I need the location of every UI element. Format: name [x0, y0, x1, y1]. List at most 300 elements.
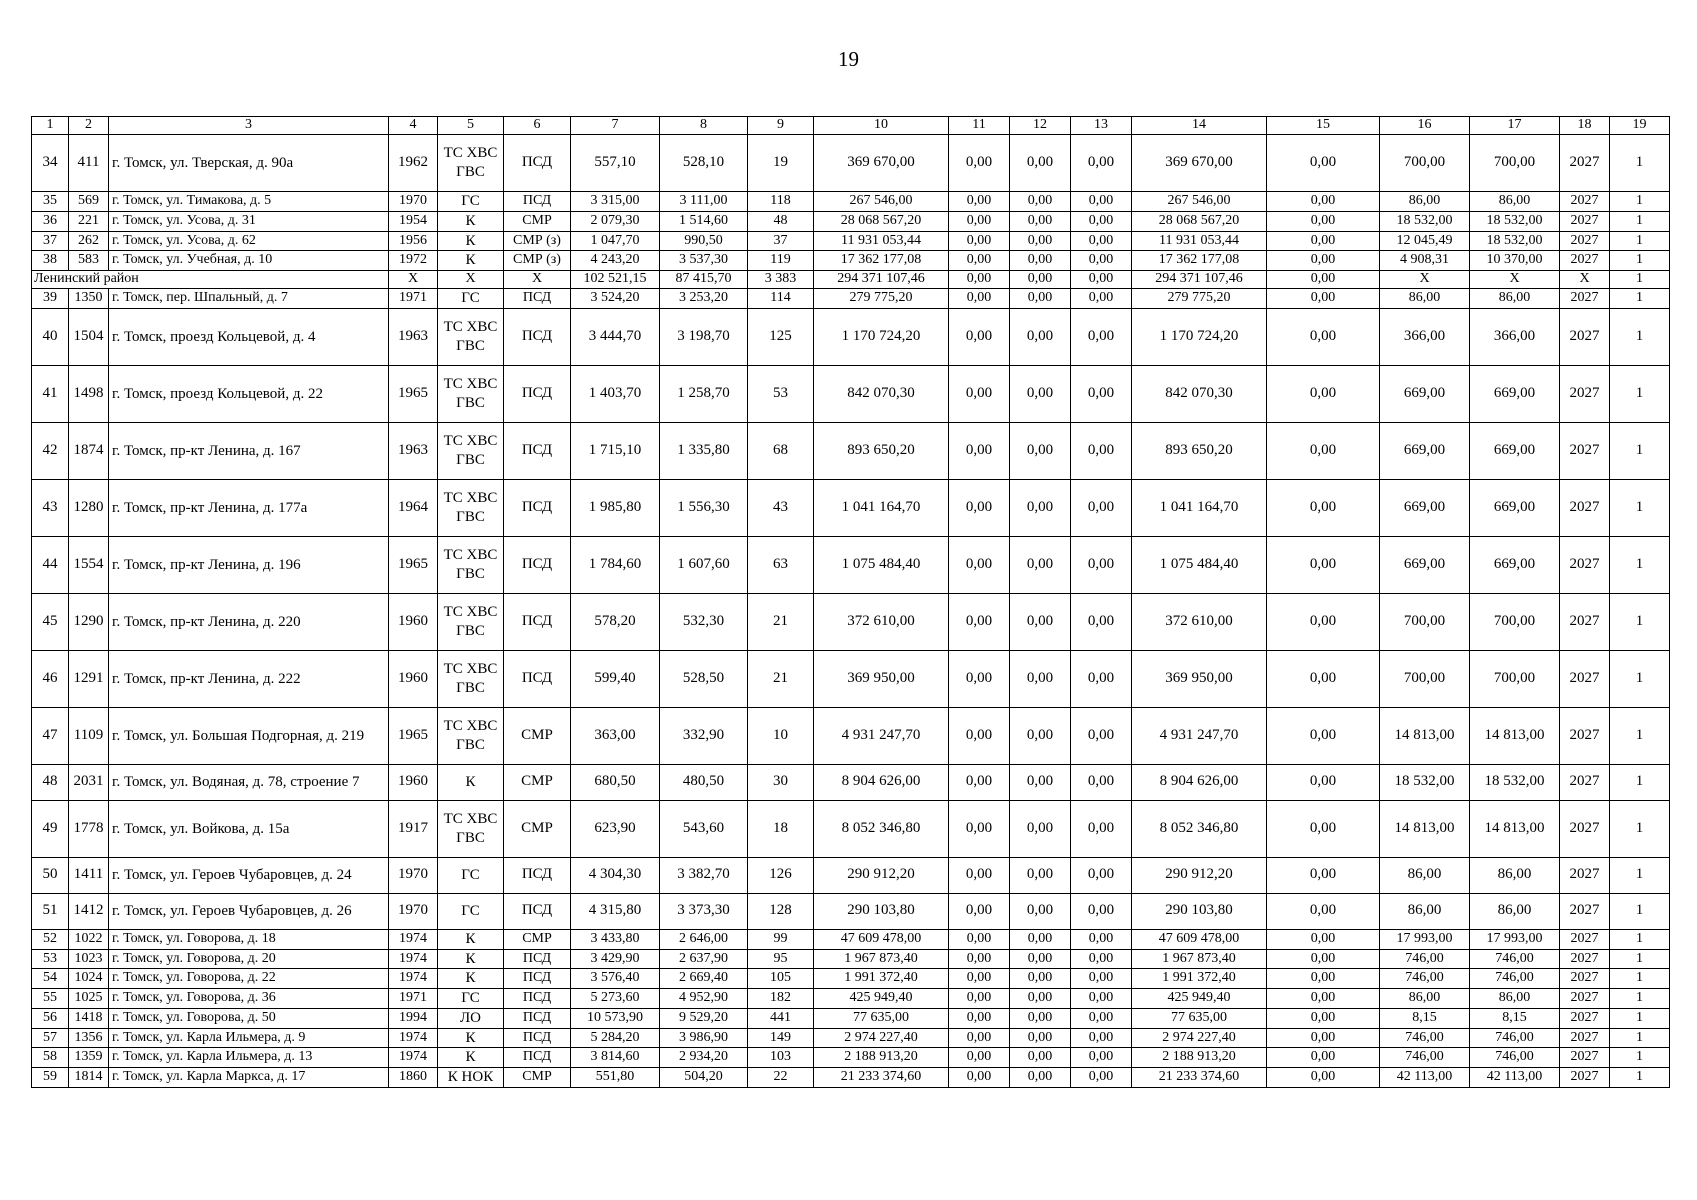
table-cell: 9 529,20	[660, 1008, 748, 1028]
table-cell: 0,00	[949, 650, 1010, 707]
table-cell: 411	[69, 135, 109, 192]
table-cell: 0,00	[1267, 536, 1380, 593]
table-cell: 0,00	[949, 969, 1010, 989]
table-cell: 441	[748, 1008, 814, 1028]
table-cell: 290 103,80	[1132, 893, 1267, 929]
table-cell: 290 103,80	[814, 893, 949, 929]
table-cell: 119	[748, 251, 814, 271]
table-cell: 480,50	[660, 764, 748, 800]
column-number: 8	[660, 117, 748, 135]
table-cell: 0,00	[1071, 969, 1132, 989]
table-cell: 0,00	[1071, 231, 1132, 251]
table-cell: 0,00	[1071, 949, 1132, 969]
table-cell: 1971	[389, 289, 438, 309]
table-cell: 0,00	[1010, 251, 1071, 271]
table-cell: 49	[32, 800, 69, 857]
table-cell: 125	[748, 308, 814, 365]
table-row	[32, 536, 1670, 593]
header-row	[32, 117, 1670, 135]
table-cell: 1 075 484,40	[1132, 536, 1267, 593]
table-row	[32, 707, 1670, 764]
address-cell: г. Томск, пр-кт Ленина, д. 177а	[109, 479, 389, 536]
table-cell: ПСД	[504, 365, 571, 422]
table-cell: 8 052 346,80	[1132, 800, 1267, 857]
table-cell: 0,00	[1267, 1068, 1380, 1088]
column-number: 3	[109, 117, 389, 135]
address-cell: г. Томск, ул. Героев Чубаровцев, д. 24	[109, 857, 389, 893]
table-cell: 0,00	[949, 800, 1010, 857]
table-cell: 0,00	[1010, 231, 1071, 251]
table-cell: 1814	[69, 1068, 109, 1088]
table-cell: 1022	[69, 929, 109, 949]
table-row	[32, 135, 1670, 192]
table-cell: 669,00	[1470, 536, 1560, 593]
table-cell: 17 362 177,08	[1132, 251, 1267, 271]
column-number: 11	[949, 117, 1010, 135]
table-cell: 0,00	[1071, 989, 1132, 1009]
table-cell: 1960	[389, 593, 438, 650]
column-number: 15	[1267, 117, 1380, 135]
table-cell: 1359	[69, 1048, 109, 1068]
table-cell: 0,00	[949, 479, 1010, 536]
table-cell: 0,00	[949, 1048, 1010, 1068]
table-cell: 2027	[1560, 365, 1610, 422]
table-cell: 59	[32, 1068, 69, 1088]
table-cell: 623,90	[571, 800, 660, 857]
table-cell: 1970	[389, 192, 438, 212]
table-cell: СМР (з)	[504, 231, 571, 251]
table-cell: 0,00	[1010, 1008, 1071, 1028]
table-cell: ПСД	[504, 289, 571, 309]
table-cell: 746,00	[1380, 969, 1470, 989]
table-cell: 118	[748, 192, 814, 212]
table-cell: 0,00	[949, 989, 1010, 1009]
table-cell: 0,00	[1267, 271, 1380, 289]
table-row	[32, 211, 1670, 231]
table-cell: 1 556,30	[660, 479, 748, 536]
table-cell: 583	[69, 251, 109, 271]
table-cell: 1965	[389, 536, 438, 593]
table-cell: 128	[748, 893, 814, 929]
table-cell: 700,00	[1470, 650, 1560, 707]
table-cell: 0,00	[949, 929, 1010, 949]
table-cell: 1860	[389, 1068, 438, 1088]
table-cell: 0,00	[1071, 135, 1132, 192]
address-cell: г. Томск, пр-кт Ленина, д. 220	[109, 593, 389, 650]
table-cell: 3 524,20	[571, 289, 660, 309]
table-cell: 669,00	[1380, 365, 1470, 422]
table-cell: 86,00	[1380, 192, 1470, 212]
table-cell: 42 113,00	[1380, 1068, 1470, 1088]
table-cell: Х	[504, 271, 571, 289]
table-cell: 1	[1610, 929, 1670, 949]
table-cell: 746,00	[1470, 1048, 1560, 1068]
column-number: 2	[69, 117, 109, 135]
table-row	[32, 422, 1670, 479]
table-cell: 1956	[389, 231, 438, 251]
table-cell: 37	[32, 231, 69, 251]
table-cell: 2027	[1560, 949, 1610, 969]
repair-schedule-table	[31, 116, 1670, 1088]
table-cell: ПСД	[504, 422, 571, 479]
district-subtotal-row	[32, 271, 1670, 289]
table-cell: 1965	[389, 365, 438, 422]
table-cell: 1	[1610, 289, 1670, 309]
address-cell: г. Томск, проезд Кольцевой, д. 22	[109, 365, 389, 422]
table-cell: 58	[32, 1048, 69, 1068]
table-cell: 746,00	[1470, 969, 1560, 989]
table-cell: 1 514,60	[660, 211, 748, 231]
table-cell: 0,00	[1010, 1028, 1071, 1048]
table-cell: 1960	[389, 650, 438, 707]
table-cell: 0,00	[1010, 650, 1071, 707]
table-cell: 0,00	[1010, 949, 1071, 969]
address-cell: г. Томск, ул. Тверская, д. 90а	[109, 135, 389, 192]
table-cell: ТС ХВС ГВС	[438, 135, 504, 192]
table-cell: 46	[32, 650, 69, 707]
table-cell: 21	[748, 650, 814, 707]
table-cell: 532,30	[660, 593, 748, 650]
table-cell: 0,00	[1267, 365, 1380, 422]
table-cell: 1 047,70	[571, 231, 660, 251]
table-cell: ПСД	[504, 536, 571, 593]
table-cell: ТС ХВС ГВС	[438, 479, 504, 536]
table-cell: 425 949,40	[1132, 989, 1267, 1009]
table-cell: 10 370,00	[1470, 251, 1560, 271]
table-cell: 0,00	[1267, 422, 1380, 479]
table-cell: 1023	[69, 949, 109, 969]
table-cell: 41	[32, 365, 69, 422]
table-cell: 114	[748, 289, 814, 309]
table-cell: 0,00	[1010, 893, 1071, 929]
table-cell: 0,00	[1010, 989, 1071, 1009]
table-cell: 372 610,00	[814, 593, 949, 650]
table-cell: 1974	[389, 969, 438, 989]
table-cell: Х	[438, 271, 504, 289]
table-cell: 0,00	[949, 764, 1010, 800]
table-cell: 0,00	[1010, 764, 1071, 800]
table-cell: 369 670,00	[814, 135, 949, 192]
table-cell: ПСД	[504, 1048, 571, 1068]
column-number: 7	[571, 117, 660, 135]
table-cell: 366,00	[1380, 308, 1470, 365]
table-cell: 68	[748, 422, 814, 479]
table-cell: 0,00	[1010, 1068, 1071, 1088]
table-row	[32, 650, 1670, 707]
table-cell: 0,00	[1267, 211, 1380, 231]
table-cell: 1 041 164,70	[1132, 479, 1267, 536]
address-cell: г. Томск, ул. Говорова, д. 18	[109, 929, 389, 949]
table-cell: 86,00	[1470, 289, 1560, 309]
table-cell: 0,00	[1071, 1008, 1132, 1028]
table-cell: 22	[748, 1068, 814, 1088]
table-cell: 14 813,00	[1470, 800, 1560, 857]
address-cell: г. Томск, ул. Усова, д. 31	[109, 211, 389, 231]
table-cell: 3 373,30	[660, 893, 748, 929]
table-cell: 2 188 913,20	[1132, 1048, 1267, 1068]
table-cell: 3 814,60	[571, 1048, 660, 1068]
table-cell: ПСД	[504, 857, 571, 893]
table-cell: 0,00	[1267, 989, 1380, 1009]
table-cell: 0,00	[949, 949, 1010, 969]
table-cell: 36	[32, 211, 69, 231]
table-cell: ПСД	[504, 308, 571, 365]
table-cell: 12 045,49	[1380, 231, 1470, 251]
table-cell: К	[438, 211, 504, 231]
table-cell: 0,00	[1010, 593, 1071, 650]
table-cell: 17 993,00	[1470, 929, 1560, 949]
table-cell: 366,00	[1470, 308, 1560, 365]
table-cell: 3 111,00	[660, 192, 748, 212]
table-cell: 746,00	[1380, 1048, 1470, 1068]
table-cell: К	[438, 231, 504, 251]
table-cell: 86,00	[1470, 893, 1560, 929]
table-cell: 4 952,90	[660, 989, 748, 1009]
table-cell: 0,00	[949, 251, 1010, 271]
table-cell: ГС	[438, 192, 504, 212]
table-cell: ТС ХВС ГВС	[438, 650, 504, 707]
table-cell: 2027	[1560, 857, 1610, 893]
table-cell: 57	[32, 1028, 69, 1048]
table-cell: 0,00	[1267, 192, 1380, 212]
table-cell: 0,00	[949, 422, 1010, 479]
address-cell: г. Томск, ул. Говорова, д. 36	[109, 989, 389, 1009]
table-cell: 0,00	[1267, 308, 1380, 365]
table-cell: Х	[1470, 271, 1560, 289]
table-cell: К	[438, 1048, 504, 1068]
table-cell: 55	[32, 989, 69, 1009]
table-cell: ПСД	[504, 989, 571, 1009]
table-cell: 42 113,00	[1470, 1068, 1560, 1088]
table-cell: 0,00	[1071, 211, 1132, 231]
table-cell: 0,00	[1267, 479, 1380, 536]
table-cell: ГС	[438, 289, 504, 309]
table-cell: 0,00	[1267, 857, 1380, 893]
table-cell: 1290	[69, 593, 109, 650]
table-cell: 1	[1610, 949, 1670, 969]
column-number: 17	[1470, 117, 1560, 135]
table-cell: 0,00	[949, 593, 1010, 650]
table-cell: Х	[389, 271, 438, 289]
table-cell: 842 070,30	[1132, 365, 1267, 422]
table-cell: ТС ХВС ГВС	[438, 365, 504, 422]
table-cell: 53	[32, 949, 69, 969]
table-cell: 2027	[1560, 251, 1610, 271]
address-cell: г. Томск, пр-кт Ленина, д. 196	[109, 536, 389, 593]
table-cell: 48	[748, 211, 814, 231]
table-cell: 332,90	[660, 707, 748, 764]
district-label: Ленинский район	[32, 271, 389, 289]
table-cell: 1504	[69, 308, 109, 365]
table-cell: 0,00	[1010, 857, 1071, 893]
table-cell: 3 433,80	[571, 929, 660, 949]
address-cell: г. Томск, ул. Усова, д. 62	[109, 231, 389, 251]
table-cell: 0,00	[949, 271, 1010, 289]
table-cell: 369 950,00	[1132, 650, 1267, 707]
table-cell: 0,00	[1071, 593, 1132, 650]
table-cell: 2027	[1560, 929, 1610, 949]
table-cell: 43	[32, 479, 69, 536]
table-cell: 63	[748, 536, 814, 593]
table-cell: 2027	[1560, 1068, 1610, 1088]
column-number: 4	[389, 117, 438, 135]
address-cell: г. Томск, пер. Шпальный, д. 7	[109, 289, 389, 309]
table-cell: 1974	[389, 1048, 438, 1068]
table-cell: 1974	[389, 929, 438, 949]
table-row	[32, 308, 1670, 365]
table-row	[32, 365, 1670, 422]
table-cell: 21	[748, 593, 814, 650]
table-cell: 3 537,30	[660, 251, 748, 271]
table-cell: 0,00	[1071, 1048, 1132, 1068]
table-row	[32, 893, 1670, 929]
table-cell: 2027	[1560, 536, 1610, 593]
table-cell: 1109	[69, 707, 109, 764]
table-cell: 18	[748, 800, 814, 857]
table-cell: 1 041 164,70	[814, 479, 949, 536]
table-cell: 4 931 247,70	[814, 707, 949, 764]
table-cell: 669,00	[1380, 422, 1470, 479]
table-cell: 569	[69, 192, 109, 212]
table-cell: 8 904 626,00	[814, 764, 949, 800]
table-cell: 2027	[1560, 989, 1610, 1009]
table-cell: 700,00	[1380, 650, 1470, 707]
address-cell: г. Томск, ул. Карла Маркса, д. 17	[109, 1068, 389, 1088]
table-cell: 1280	[69, 479, 109, 536]
table-cell: 0,00	[1010, 969, 1071, 989]
table-row	[32, 251, 1670, 271]
table-cell: 669,00	[1470, 365, 1560, 422]
table-cell: 99	[748, 929, 814, 949]
table-cell: 557,10	[571, 135, 660, 192]
table-cell: 1	[1610, 422, 1670, 479]
table-cell: К	[438, 969, 504, 989]
table-cell: 1	[1610, 764, 1670, 800]
table-cell: ПСД	[504, 969, 571, 989]
table-cell: 425 949,40	[814, 989, 949, 1009]
table-cell: 746,00	[1380, 949, 1470, 969]
table-cell: 2027	[1560, 1048, 1610, 1068]
table-cell: 95	[748, 949, 814, 969]
table-row	[32, 764, 1670, 800]
table-cell: 10 573,90	[571, 1008, 660, 1028]
table-cell: 86,00	[1470, 989, 1560, 1009]
table-cell: 363,00	[571, 707, 660, 764]
table-body	[32, 117, 1670, 1088]
table-cell: ТС ХВС ГВС	[438, 593, 504, 650]
table-row	[32, 1008, 1670, 1028]
table-cell: 2027	[1560, 1008, 1610, 1028]
table-cell: 28 068 567,20	[1132, 211, 1267, 231]
table-cell: 0,00	[1071, 271, 1132, 289]
table-cell: ЛО	[438, 1008, 504, 1028]
table-cell: 528,50	[660, 650, 748, 707]
table-cell: 1	[1610, 893, 1670, 929]
table-cell: 0,00	[949, 289, 1010, 309]
table-cell: 2 079,30	[571, 211, 660, 231]
table-cell: 0,00	[1267, 135, 1380, 192]
table-cell: ПСД	[504, 949, 571, 969]
table-cell: 4 931 247,70	[1132, 707, 1267, 764]
table-cell: 1 607,60	[660, 536, 748, 593]
table-cell: ТС ХВС ГВС	[438, 800, 504, 857]
table-cell: 842 070,30	[814, 365, 949, 422]
table-cell: 4 315,80	[571, 893, 660, 929]
address-cell: г. Томск, проезд Кольцевой, д. 4	[109, 308, 389, 365]
table-cell: 1 967 873,40	[814, 949, 949, 969]
table-cell: 221	[69, 211, 109, 231]
table-cell: 1965	[389, 707, 438, 764]
table-cell: 1994	[389, 1008, 438, 1028]
table-cell: 0,00	[949, 536, 1010, 593]
table-cell: 1	[1610, 989, 1670, 1009]
table-cell: 2027	[1560, 308, 1610, 365]
table-cell: 18 532,00	[1380, 764, 1470, 800]
table-cell: 0,00	[1071, 929, 1132, 949]
table-cell: 0,00	[949, 192, 1010, 212]
column-number: 10	[814, 117, 949, 135]
table-cell: 4 243,20	[571, 251, 660, 271]
table-cell: 551,80	[571, 1068, 660, 1088]
table-cell: 1	[1610, 271, 1670, 289]
table-cell: СМР (з)	[504, 251, 571, 271]
table-cell: 1917	[389, 800, 438, 857]
table-cell: 2 188 913,20	[814, 1048, 949, 1068]
table-cell: 0,00	[1267, 1028, 1380, 1048]
table-cell: 2027	[1560, 231, 1610, 251]
table-cell: 0,00	[1267, 929, 1380, 949]
table-cell: 0,00	[1071, 536, 1132, 593]
table-cell: 1 170 724,20	[1132, 308, 1267, 365]
table-cell: 56	[32, 1008, 69, 1028]
table-cell: 279 775,20	[1132, 289, 1267, 309]
table-cell: 38	[32, 251, 69, 271]
table-cell: 1	[1610, 593, 1670, 650]
table-cell: 1025	[69, 989, 109, 1009]
table-cell: 1	[1610, 1008, 1670, 1028]
table-cell: 0,00	[1010, 289, 1071, 309]
table-cell: СМР	[504, 211, 571, 231]
table-row	[32, 593, 1670, 650]
table-cell: 1024	[69, 969, 109, 989]
table-cell: 53	[748, 365, 814, 422]
table-cell: 2031	[69, 764, 109, 800]
table-cell: СМР	[504, 800, 571, 857]
table-cell: 1	[1610, 251, 1670, 271]
table-cell: ПСД	[504, 192, 571, 212]
table-cell: 35	[32, 192, 69, 212]
table-cell: 0,00	[1010, 135, 1071, 192]
table-cell: 19	[748, 135, 814, 192]
table-cell: 103	[748, 1048, 814, 1068]
table-cell: 3 444,70	[571, 308, 660, 365]
table-cell: 1	[1610, 308, 1670, 365]
table-cell: 86,00	[1380, 857, 1470, 893]
table-cell: 86,00	[1380, 893, 1470, 929]
table-cell: 1	[1610, 135, 1670, 192]
table-cell: 1	[1610, 1048, 1670, 1068]
table-cell: 2027	[1560, 969, 1610, 989]
table-cell: 1	[1610, 192, 1670, 212]
table-cell: 1974	[389, 949, 438, 969]
table-cell: 8 052 346,80	[814, 800, 949, 857]
table-cell: 1412	[69, 893, 109, 929]
table-cell: 2027	[1560, 707, 1610, 764]
table-cell: 0,00	[1071, 308, 1132, 365]
table-cell: ТС ХВС ГВС	[438, 707, 504, 764]
table-row	[32, 800, 1670, 857]
table-cell: 14 813,00	[1470, 707, 1560, 764]
